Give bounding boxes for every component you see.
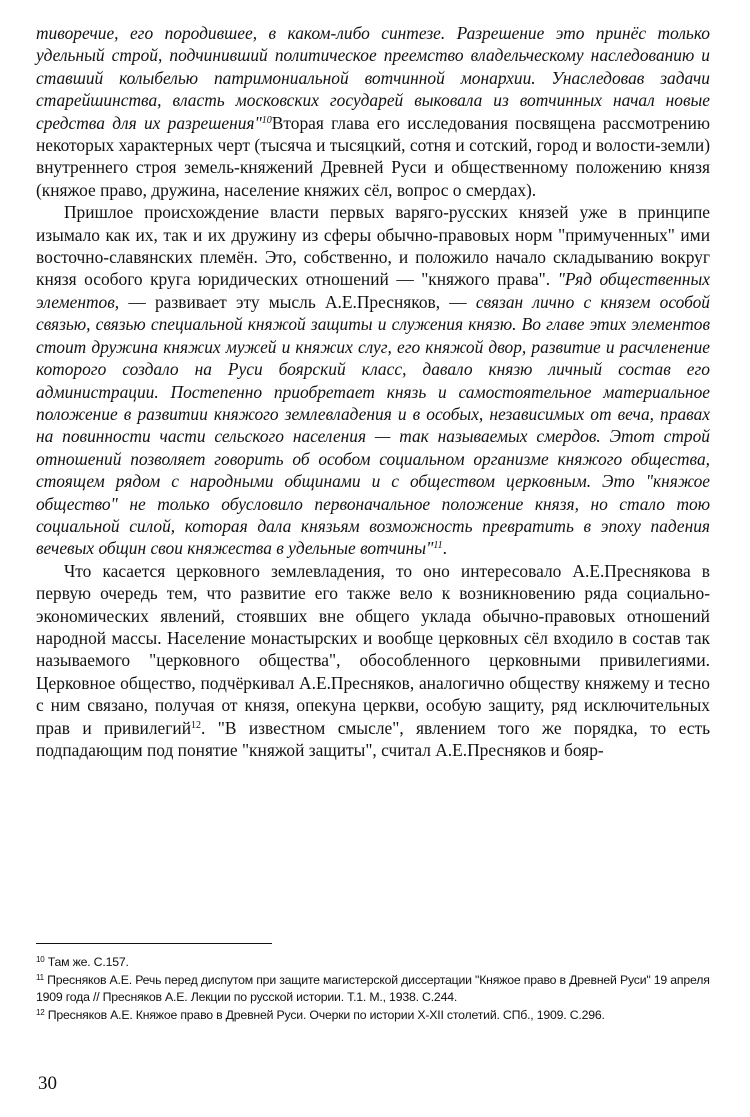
paragraph-2 — [36, 201, 710, 560]
quote-italic: "Ряд общественных элементов, — [36, 269, 710, 312]
quote-italic: связан лично с князем особой связью, связью специальной княжой защиты и служения князю. Во главе этих элементов стоит дружина княжих мужей и княжих слуг, его княжой двор, развитие и расчленение которого создало на Руси боярский класс, давало князю личный состав его администрации. Постепенно приобретает князь и самостоятельное материальное положение в развитии княжого землевладения и в особых, независимых от веча, правах на повинности части сельского населения — так называемых смердов. Этот строй отношений позволяет говорить об особом социальном организме княжого общества, стоящем рядом с народными общинами и с обществом церковным. Это "княжое общество" не только обусловило первоначальное положение князя, но стало тою социальной силой, которая дала князьям возможность превратить в эпоху падения вечевых общин свои княжества в удельные вотчины" — [36, 291, 710, 559]
footnote-number: 10 — [36, 955, 45, 964]
footnote-ref-10[interactable]: 10 — [261, 114, 272, 126]
footnote-10 — [36, 954, 710, 972]
paragraph-text: . "В известном смысле", явлением того же порядка, то есть подпадающим под понятие "княжой защиты", считал А.Е.Пресняков и бояр- — [36, 717, 710, 760]
footnote-text: Пресняков А.Е. Речь перед диспутом при защите магистерской диссертации "Княжое право в Древней Руси" 19 апреля 1909 года // Пресняков А.Е. Лекции по русской истории. Т.1. М., 1938. С.244. — [36, 972, 710, 1004]
page-number: 30 — [38, 1073, 57, 1094]
paragraph-3 — [36, 560, 710, 762]
footnote-text: Пресняков А.Е. Княжое право в Древней Руси. Очерки по истории X-XII столетий. СПб., 1909. С.296. — [47, 1007, 605, 1022]
footnote-ref-11[interactable]: 11 — [433, 540, 443, 552]
footnote-number: 12 — [36, 1007, 45, 1017]
paragraph-text: Что касается церковного землевладения, то оно интересовало А.Е.Преснякова в первую очередь тем, что развитие его также вело к возникновению ряда социально-экономических явлений, стоявших вне общего уклада обычно-правовых отношений народной массы. Население монастырских и вообще церковных сёл входило в состав так называемого "церковного общества", обособленного церковными привилегиями. Церковное общество, подчёркивал А.Е.Пресняков, аналогично обществу княжему и тесно с ним связано, получая от князя, опекуна церкви, особую защиту, ряд исключительных прав и привилегий — [36, 560, 710, 738]
paragraph-text: — развивает эту мысль А.Е.Пресняков, — — [119, 291, 476, 312]
footnote-text: Там же. С.157. — [47, 955, 129, 969]
paragraph-1 — [36, 22, 710, 201]
footnote-ref-12[interactable]: 12 — [191, 719, 202, 731]
quote-italic: тиворечие, его породившее, в каком-либо синтезе. Разрешение это принёс только удельный строй, подчинивший политическое преемство владельческому наследованию и ставший колыбелью патримониальной вотчинной монархии. Унаследовав задачи старейшинства, власть московских государей выковала из вотчинных начал новые средства для их разрешения" — [36, 23, 710, 133]
footnote-separator — [36, 943, 272, 944]
footnote-11 — [36, 972, 710, 1007]
footnote-12 — [36, 1007, 710, 1025]
footnote-number: 11 — [36, 972, 44, 982]
paragraph-text: Пришлое происхождение власти первых варяго-русских князей уже в принципе изымало как их, так и их дружину из сферы обычно-правовых норм "примученных" ими восточно-славянских племён. Это, собственно, и положило начало складыванию вокруг князя особого круга юридических отношений — "княжого права". — [36, 202, 710, 290]
paragraph-text: . — [442, 538, 447, 559]
paragraph-text: Вторая глава его исследования посвящена рассмотрению некоторых характерных черт (тысяча и тысяцкий, сотня и сотский, город и волости-земли) внутреннего строя земель-княжений Древней Руси и общественному положению князя (княжое право, дружина, население княжих сёл, вопрос о смердах). — [36, 112, 710, 200]
footnotes — [36, 954, 710, 1024]
